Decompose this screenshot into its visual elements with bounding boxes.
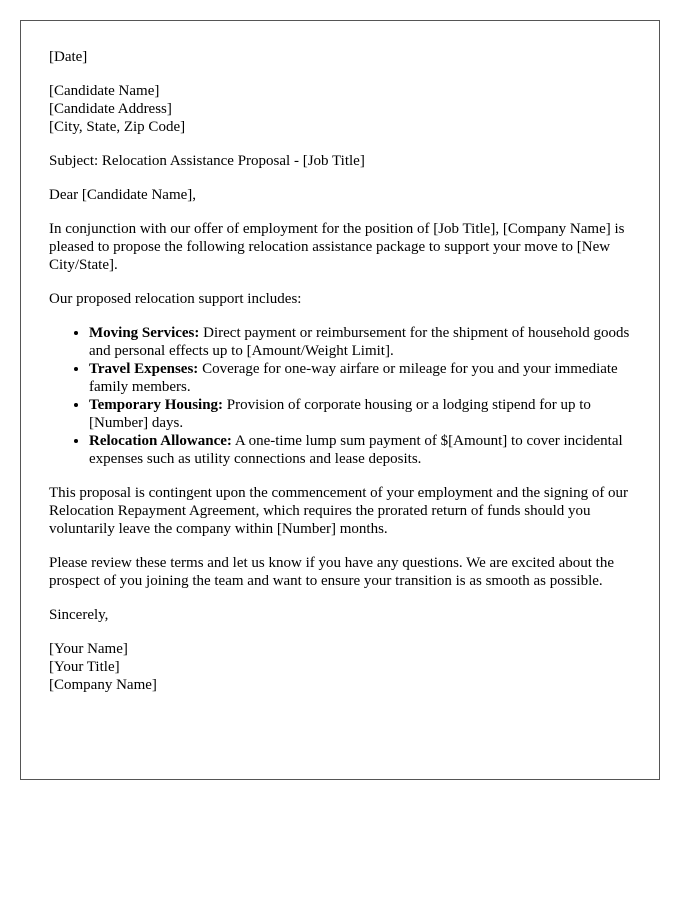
support-item-text: A one-time lump sum payment of $[Amount] to cover incidental expenses such as utility connections and lease deposits.	[89, 433, 623, 467]
support-item-title: Travel Expenses:	[89, 361, 199, 377]
support-item-travel-expenses	[89, 360, 631, 396]
support-item-title: Relocation Allowance:	[89, 433, 232, 449]
letter-salutation: Dear [Candidate Name],	[49, 187, 197, 203]
support-item-text: Provision of corporate housing or a lodging stipend for up to [Number] days.	[89, 397, 591, 431]
recipient-address: [Candidate Address]	[49, 101, 172, 117]
sender-signature-block	[49, 640, 631, 694]
support-item-title: Moving Services:	[89, 325, 200, 341]
sender-company: [Company Name]	[49, 677, 157, 693]
support-intro: Our proposed relocation support includes:	[49, 291, 302, 307]
support-item-title: Temporary Housing:	[89, 397, 224, 413]
sender-name: [Your Name]	[49, 641, 128, 657]
support-item-moving-services	[89, 324, 631, 360]
support-item-text: Coverage for one-way airfare or mileage for you and your immediate family members.	[89, 361, 618, 395]
contingency-paragraph: This proposal is contingent upon the commencement of your employment and the signing of our Relocation Repayment Agreement, which requires the prorated return of funds should you voluntarily leave the company within [Number] months.	[49, 485, 629, 537]
support-item-text: Direct payment or reimbursement for the shipment of household goods and personal effects up to [Amount/Weight Limit].	[89, 325, 630, 359]
letter-date: [Date]	[49, 49, 88, 65]
letter-subject: Subject: Relocation Assistance Proposal - [Job Title]	[49, 153, 365, 169]
letter-sign-off: Sincerely,	[49, 607, 109, 623]
recipient-city-state-zip: [City, State, Zip Code]	[49, 119, 186, 135]
support-item-temporary-housing	[89, 396, 631, 432]
relocation-support-list	[49, 324, 631, 468]
intro-paragraph: In conjunction with our offer of employment for the position of [Job Title], [Company Name] is pleased to propose the following relocation assistance package to support your move to [New City/State].	[49, 221, 625, 273]
letter-page	[20, 20, 660, 780]
sender-title: [Your Title]	[49, 659, 120, 675]
support-item-relocation-allowance	[89, 432, 631, 468]
recipient-address-block	[49, 82, 631, 136]
closing-paragraph: Please review these terms and let us know if you have any questions. We are excited about the prospect of you joining the team and want to ensure your transition is as smooth as possible.	[49, 555, 615, 589]
recipient-name: [Candidate Name]	[49, 83, 160, 99]
